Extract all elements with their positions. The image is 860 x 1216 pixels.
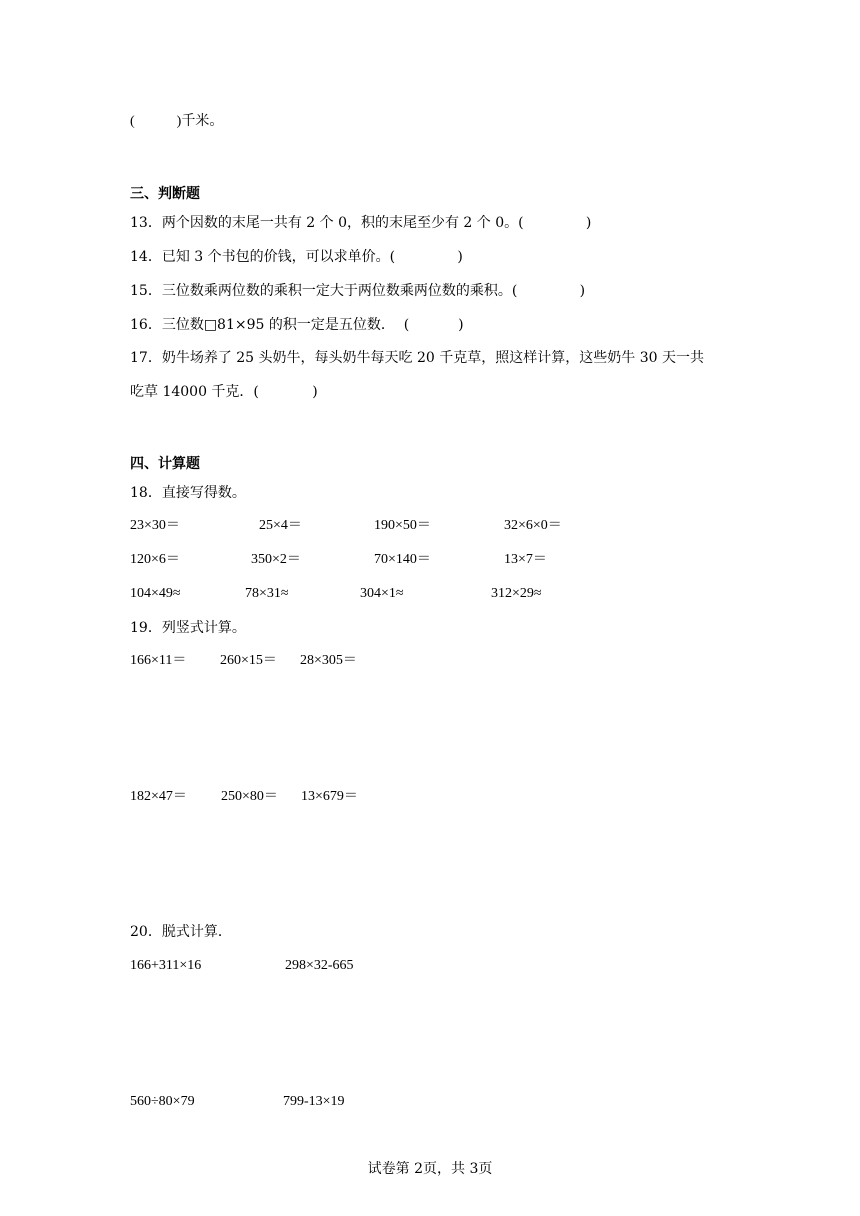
q18-item: 13×7＝ <box>504 552 547 567</box>
q18-item: 304×1≈ <box>360 586 404 601</box>
q18-item: 120×6＝ <box>130 552 180 567</box>
q20-item: 298×32-665 <box>285 958 354 973</box>
q18-item: 32×6×0＝ <box>504 518 562 533</box>
q19-item: 260×15＝ <box>220 653 277 668</box>
continued-answer-line: ( )千米。 <box>130 114 224 129</box>
section-3-title: 三、判断题 <box>130 186 200 202</box>
page-footer: 试卷第 2页，共 3页 <box>367 1161 493 1177</box>
section-4-title: 四、计算题 <box>130 456 200 472</box>
q18-item: 104×49≈ <box>130 586 181 601</box>
q18-item: 70×140＝ <box>374 552 431 567</box>
q20-item: 560÷80×79 <box>130 1094 195 1109</box>
question-15: 15．三位数乘两位数的乘积一定大于两位数乘两位数的乘积。( ) <box>130 283 586 299</box>
q18-item: 23×30＝ <box>130 518 180 533</box>
q19-item: 166×11＝ <box>130 653 187 668</box>
q19-item: 250×80＝ <box>221 789 278 804</box>
q20-item: 799-13×19 <box>283 1094 345 1109</box>
question-13: 13．两个因数的末尾一共有 2 个 0，积的末尾至少有 2 个 0。( ) <box>130 215 592 231</box>
q20-item: 166+311×16 <box>130 958 202 973</box>
q18-item: 78×31≈ <box>245 586 289 601</box>
question-20-label: 20．脱式计算． <box>130 924 232 940</box>
question-18-label: 18．直接写得数。 <box>130 485 246 501</box>
question-17-line-1: 17．奶牛场养了 25 头奶牛，每头奶牛每天吃 20 千克草，照这样计算，这些奶牛 30 天一共 <box>130 350 704 366</box>
q18-item: 190×50＝ <box>374 518 431 533</box>
q18-item: 312×29≈ <box>491 586 542 601</box>
q18-item: 350×2＝ <box>251 552 301 567</box>
question-14: 14．已知 3 个书包的价钱，可以求单价。( ) <box>130 249 463 265</box>
q19-item: 182×47＝ <box>130 789 187 804</box>
question-17-line-2: 吃草 14000 千克．( ) <box>130 384 318 400</box>
q19-item: 28×305＝ <box>300 653 357 668</box>
q19-item: 13×679＝ <box>301 789 358 804</box>
question-16: 16．三位数□81×95 的积一定是五位数． ( ) <box>130 317 464 333</box>
q18-item: 25×4＝ <box>259 518 302 533</box>
question-19-label: 19．列竖式计算。 <box>130 620 246 636</box>
